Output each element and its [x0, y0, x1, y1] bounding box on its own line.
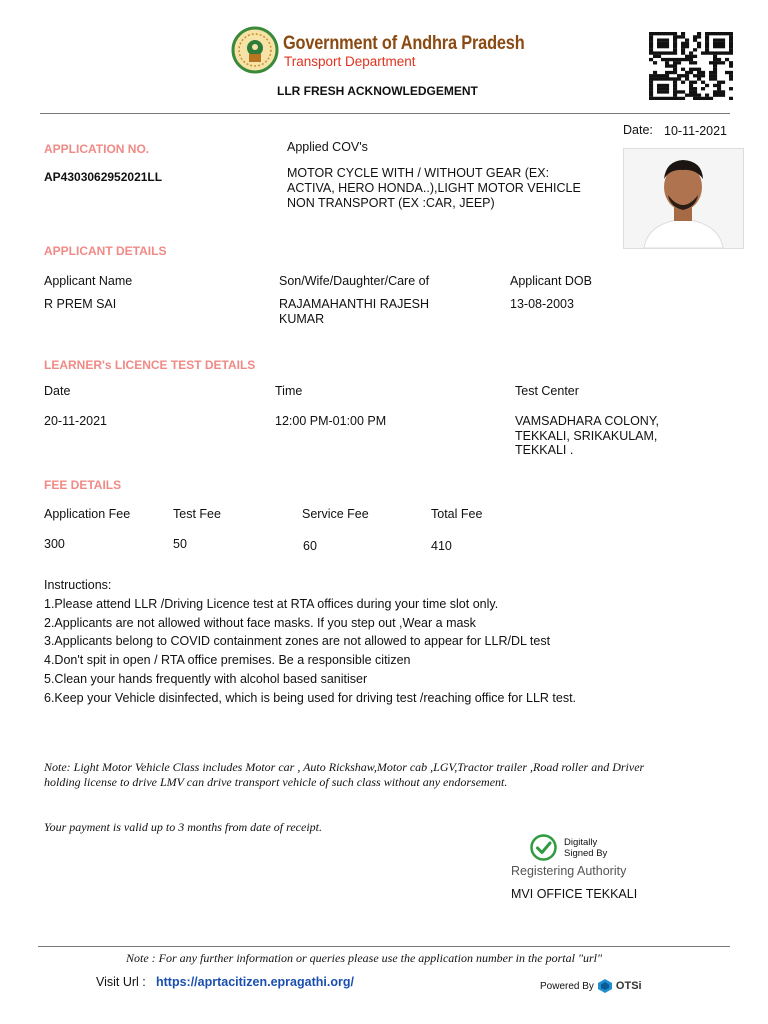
registering-authority: Registering Authority [511, 864, 627, 878]
signed-by-line: Signed By [564, 848, 608, 859]
doc-title: LLR FRESH ACKNOWLEDGEMENT [277, 84, 478, 98]
dob-label: Applicant DOB [510, 274, 592, 288]
visit-url-label: Visit Url : [96, 975, 146, 989]
lmv-note-line: holding license to drive LMV can drive transport vehicle of such class without any endorsement. [44, 775, 508, 789]
test-details-heading: LEARNER's LICENCE TEST DETAILS [44, 358, 256, 372]
office-name: MVI OFFICE TEKKALI [511, 887, 638, 901]
fee-value: 50 [173, 537, 187, 551]
portal-url-link[interactable]: https://aprtacitizen.epragathi.org/ [156, 975, 354, 989]
instruction-item: 1.Please attend LLR /Driving Licence test at RTA offices during your time slot only. [44, 596, 499, 611]
relation-line: RAJAMAHANTHI RAJESH [279, 297, 430, 311]
application-no-label: APPLICATION NO. [44, 142, 150, 156]
fee-header: Service Fee [302, 507, 369, 521]
emblem-icon [231, 26, 279, 74]
test-date-label: Date [44, 384, 71, 398]
applicant-name-label: Applicant Name [44, 274, 133, 288]
cov-line: ACTIVA, HERO HONDA..),LIGHT MOTOR VEHICLE [287, 181, 581, 195]
test-time-label: Time [275, 384, 303, 398]
header-divider [40, 113, 730, 114]
cov-line: MOTOR CYCLE WITH / WITHOUT GEAR (EX: [287, 166, 550, 180]
test-time: 12:00 PM-01:00 PM [275, 414, 387, 428]
cov-text [287, 166, 581, 211]
instructions [44, 576, 744, 708]
relation-label: Son/Wife/Daughter/Care of [279, 274, 430, 288]
powered-by [540, 978, 642, 994]
footer-note: Note : For any further information or queries please use the application number in the portal "url" [126, 951, 603, 965]
date-value: 10-11-2021 [664, 124, 728, 138]
fee-value: 300 [44, 537, 65, 551]
fee-header: Total Fee [431, 507, 483, 521]
dept-name: Transport Department [284, 54, 416, 69]
instruction-item: 4.Don't spit in open / RTA office premises. Be a responsible citizen [44, 653, 411, 668]
fee-value: 60 [303, 539, 317, 553]
instruction-item: 2.Applicants are not allowed without face masks. If you step out ,Wear a mask [44, 615, 476, 630]
check-icon [530, 834, 557, 861]
applicant-photo [623, 148, 744, 249]
fee-value: 410 [431, 539, 452, 553]
gov-title: Government of Andhra Pradesh [283, 33, 525, 54]
digitally-line: Digitally [564, 837, 598, 848]
otsi-logo-icon [597, 978, 613, 994]
relation-line: KUMAR [279, 312, 325, 326]
otsi-brand: OTSi [615, 980, 642, 992]
qr-code-icon [649, 32, 733, 100]
test-date: 20-11-2021 [44, 414, 108, 428]
cov-line: NON TRANSPORT (EX :CAR, JEEP) [287, 196, 495, 210]
applicant-name: R PREM SAI [44, 297, 117, 311]
center-line: TEKKALI . [515, 443, 574, 457]
digitally-signed [564, 837, 607, 859]
instruction-item: 5.Clean your hands frequently with alcohol based sanitiser [44, 671, 368, 686]
date-label: Date: [623, 123, 653, 137]
lmv-note [44, 760, 744, 790]
footer-divider [38, 946, 730, 947]
fee-details-heading: FEE DETAILS [44, 478, 122, 492]
powered-by-label: Powered By [540, 980, 594, 992]
dob-value: 13-08-2003 [510, 297, 574, 311]
center-line: VAMSADHARA COLONY, [515, 414, 660, 428]
instruction-item: 3.Applicants belong to COVID containment zones are not allowed to appear for LLR/DL test [44, 634, 551, 649]
test-center-label: Test Center [515, 384, 579, 398]
instruction-item: 6.Keep your Vehicle disinfected, which is being used for driving test /reaching office for LLR test. [44, 690, 577, 705]
cov-label: Applied COV's [287, 140, 368, 154]
instructions-title: Instructions: [44, 578, 112, 592]
applicant-details-heading: APPLICANT DETAILS [44, 244, 167, 258]
lmv-note-line: Note: Light Motor Vehicle Class includes Motor car , Auto Rickshaw,Motor cab ,LGV,Tractor trailer ,Road roller and Driver [44, 760, 645, 774]
fee-header: Application Fee [44, 507, 131, 521]
relation-value [279, 297, 429, 327]
application-number: AP4303062952021LL [44, 170, 163, 184]
center-line: TEKKALI, SRIKAKULAM, [515, 428, 658, 443]
payment-note: Your payment is valid up to 3 months from date of receipt. [44, 820, 322, 834]
test-center [515, 414, 659, 458]
fee-header: Test Fee [173, 507, 221, 521]
